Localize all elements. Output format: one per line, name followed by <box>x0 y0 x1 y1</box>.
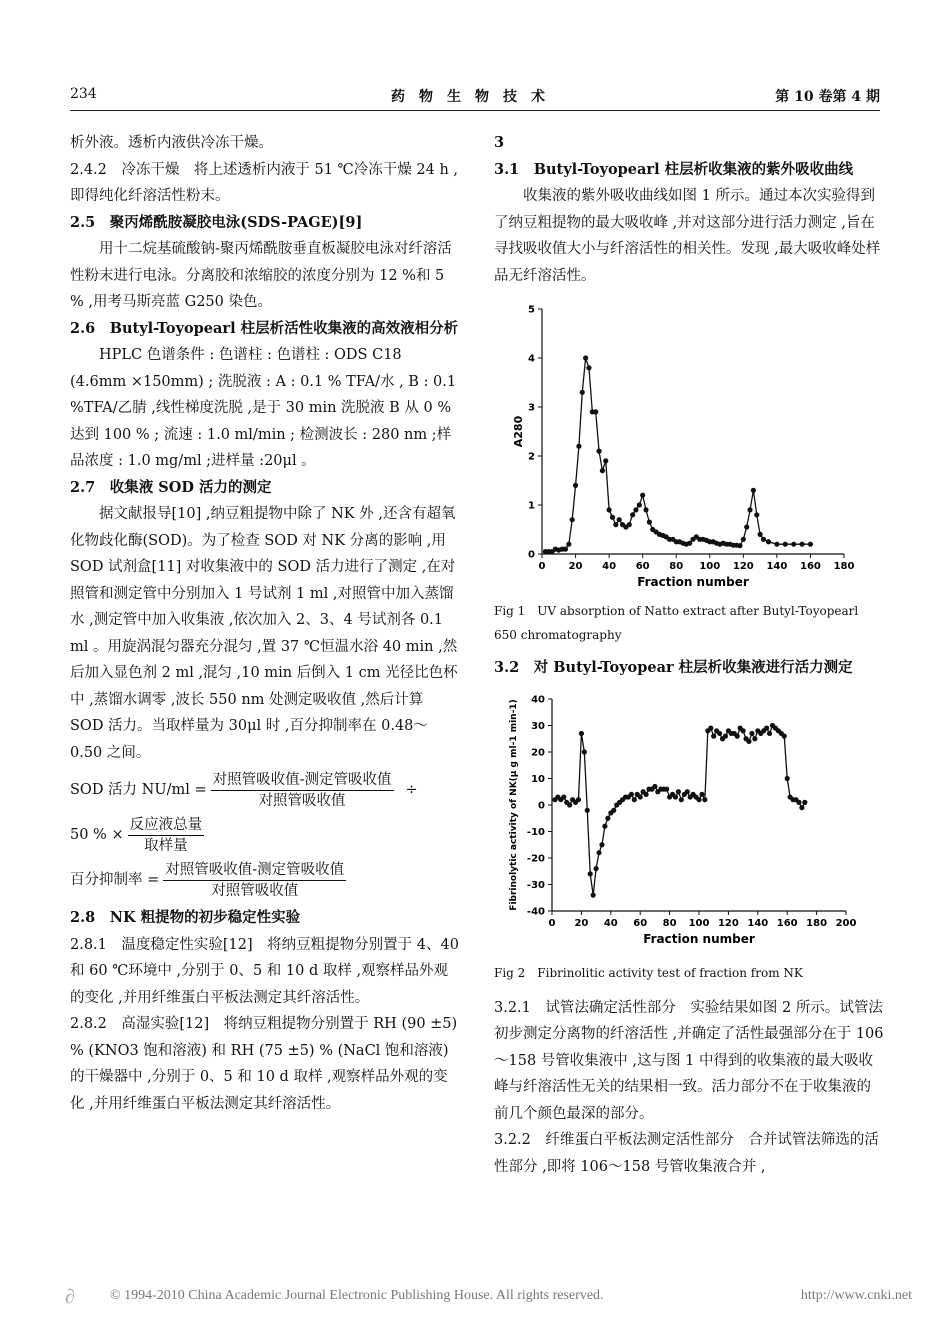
data-point <box>580 390 585 395</box>
data-point <box>611 808 616 813</box>
data-point <box>629 792 634 797</box>
data-point <box>640 493 645 498</box>
paragraph: 3.2.1 试管法确定活性部分 实验结果如图 2 所示。试管法初步测定分离物的纤溶活性 ,并确定了活性最强部分在于 106～158 号管收集液中 ,这与图 1 中得到的收集液的最大吸收峰与纤溶活性无关的结果相一致。活力部分不在于收集液的前几个颜色最深的部分。 <box>494 999 884 1122</box>
inhibition-formula <box>70 860 460 901</box>
left-column <box>70 130 460 1117</box>
paragraph: 3.2.2 纤维蛋白平板法测定活性部分 合并试管法筛选的活性部分 ,即将 106～158 号管收集液合并 , <box>494 1132 879 1175</box>
data-point <box>699 792 704 797</box>
data-point <box>764 726 769 731</box>
paragraph: 2.8 NK 粗提物的初步稳定性实验 <box>70 909 301 926</box>
x-tick-label: 120 <box>732 561 754 572</box>
data-point <box>767 731 772 736</box>
data-point <box>603 458 608 463</box>
data-point <box>723 734 728 739</box>
journal-title: 药物生物技术 <box>391 89 559 105</box>
paragraph: 2.5 聚丙烯酰胺凝胶电泳(SDS-PAGE)[9] <box>70 213 363 231</box>
y-axis-label: A280 <box>512 415 525 448</box>
formula-lhs: 百分抑制率 = <box>70 872 160 889</box>
data-point <box>570 517 575 522</box>
x-tick-label: 80 <box>669 561 684 572</box>
x-tick-label: 40 <box>603 918 618 929</box>
data-point <box>647 520 652 525</box>
data-point <box>633 507 638 512</box>
paragraph: 据文献报导[10] ,纳豆粗提物中除了 NK 外 ,还含有超氧化物歧化酶(SOD)。为了检查 SOD 对 NK 分离的影响 ,用 SOD 试剂盒[11] 对收集液中的 SOD 活力进行了测定 ,在对照管和测定管中分别加入 1 号试剂 1 ml ,对照管中加入蒸馏水 ,测定管中加入收集液 ,依次加入 2、3、4 号试剂各 0.1 ml 。用旋涡混匀器充分混匀 ,置 37 ℃恒温水浴 40 min ,然后加入显色剂 2 ml ,混匀 ,10 min 后倒入 1 cm 光径比色杯中 ,蒸馏水调零 ,波长 550 nm 处测定吸收值 ,然后计算 SOD 活力。当取样量为 30μl 时 ,百分抑制率在 0.48～0.50 之间。 <box>70 506 458 761</box>
data-point <box>782 734 787 739</box>
paragraph: 2.4.2 冷冻干燥 将上述透析内液于 51 ℃冷冻干燥 24 h ,即得纯化纤溶活性粉末。 <box>70 161 459 204</box>
sod-formula-cont <box>70 815 460 856</box>
x-tick-label: 20 <box>574 918 589 929</box>
right-paragraphs <box>494 130 884 289</box>
uv-absorption-chart <box>494 289 884 589</box>
volume-issue: 第 10 卷第 4 期 <box>775 89 880 105</box>
data-point <box>602 824 607 829</box>
data-point <box>643 792 648 797</box>
data-point <box>594 866 599 871</box>
x-tick-label: 60 <box>633 918 648 929</box>
data-point <box>749 731 754 736</box>
y-tick-label: -20 <box>526 853 545 865</box>
header-rule <box>70 110 880 111</box>
data-point <box>582 749 587 754</box>
data-point <box>643 507 648 512</box>
figure-1-caption: Fig 1 UV absorption of Natto extract after Butyl-Toyopearl 650 chromatography <box>494 603 859 642</box>
data-point <box>613 522 618 527</box>
formula-denominator: 对照管吸收值 <box>211 883 299 899</box>
y-tick-label: 40 <box>531 694 545 706</box>
y-tick-label: -40 <box>526 906 545 918</box>
x-tick-label: 100 <box>688 918 710 929</box>
data-point <box>796 800 801 805</box>
data-point <box>696 797 701 802</box>
data-point <box>761 537 766 542</box>
sod-formula <box>70 770 460 811</box>
figure-2 <box>494 681 884 961</box>
y-tick-label: 10 <box>531 774 545 785</box>
data-point <box>747 507 752 512</box>
data-point <box>563 547 568 552</box>
data-point <box>664 787 669 792</box>
y-axis-label: Fibrinolytic activity of NK(μ g ml-1 min-1) <box>509 699 519 911</box>
paragraph: 收集液的紫外吸收曲线如图 1 所示。通过本次实验得到了纳豆粗提物的最大吸收峰 ,并对这部分进行活力测定 ,旨在寻找吸收值大小与纤溶活性的相关性。发现 ,最大吸收峰处样品无纤溶活性。 <box>494 188 881 284</box>
formula-numerator: 对照管吸收值-测定管吸收值 <box>163 860 346 881</box>
figure-1 <box>494 289 884 599</box>
data-point <box>785 776 790 781</box>
paragraph: 3 <box>494 134 505 151</box>
y-tick-label: 20 <box>531 747 545 759</box>
footer-url[interactable]: http://www.cnki.net <box>800 1288 912 1303</box>
data-point <box>711 734 716 739</box>
x-tick-label: 0 <box>538 561 546 572</box>
data-point <box>808 542 813 547</box>
data-point <box>593 409 598 414</box>
formula-numerator: 对照管吸收值-测定管吸收值 <box>211 770 394 791</box>
y-tick-label: 2 <box>528 451 535 463</box>
data-point <box>576 444 581 449</box>
data-point <box>607 507 612 512</box>
formula-denominator: 取样量 <box>144 838 188 854</box>
data-point <box>754 512 759 517</box>
data-point <box>579 731 584 736</box>
x-tick-label: 60 <box>635 561 650 572</box>
y-tick-label: 5 <box>528 304 535 316</box>
x-tick-label: 160 <box>776 918 798 929</box>
paragraph: HPLC 色谱条件 : 色谱柱 : 色谱柱 : ODS C18 (4.6mm ×150mm) ; 洗脱液 : A : 0.1 % TFA/水 , B : 0.1 %TFA/乙腈 ,线性梯度洗脱 ,是于 30 min 洗脱液 B 从 0 %达到 100 % ; 流速 : 1.0 ml/min ; 检测波长 : 280 nm ;样品浓度 : 1.0 mg/ml ;进样量 :20μl 。 <box>70 347 457 469</box>
data-point <box>627 522 632 527</box>
x-tick-label: 180 <box>806 918 828 929</box>
data-point <box>687 541 692 546</box>
footer <box>52 1284 912 1314</box>
data-point <box>566 542 571 547</box>
data-point <box>702 797 707 802</box>
x-tick-label: 0 <box>548 918 556 929</box>
data-point <box>717 731 722 736</box>
section-3-2-heading: 3.2 对 Butyl-Toyopear 柱层析收集液进行活力测定 <box>494 658 853 676</box>
y-tick-label: 30 <box>531 721 545 732</box>
copyright-text: © 1994-2010 China Academic Journal Electronic Publishing House. All rights reserved. <box>110 1288 604 1303</box>
formula-fraction <box>128 815 205 856</box>
data-point <box>799 542 804 547</box>
x-tick-label: 40 <box>602 561 617 572</box>
y-tick-label: 4 <box>528 353 535 365</box>
x-tick-label: 180 <box>833 561 855 572</box>
data-point <box>586 365 591 370</box>
data-point <box>673 794 678 799</box>
data-point <box>676 789 681 794</box>
data-point <box>802 800 807 805</box>
left-paragraphs <box>70 130 460 766</box>
data-point <box>752 736 757 741</box>
formula-lhs: 50 % × <box>70 827 124 844</box>
y-tick-label: 3 <box>528 402 535 414</box>
cnki-logo-icon: ∂ <box>65 1286 75 1308</box>
data-point <box>599 842 604 847</box>
data-point <box>758 532 763 537</box>
y-tick-label: 0 <box>538 800 545 812</box>
x-axis-label: Fraction number <box>643 932 755 946</box>
data-point <box>605 816 610 821</box>
data-point <box>596 850 601 855</box>
y-tick-label: -10 <box>526 827 545 838</box>
formula-numerator: 反应液总量 <box>128 815 205 836</box>
left-paragraphs-2 <box>70 905 460 1117</box>
x-tick-label: 80 <box>662 918 677 929</box>
x-tick-label: 200 <box>835 918 857 929</box>
data-point <box>610 515 615 520</box>
data-point <box>741 728 746 733</box>
y-tick-label: 0 <box>528 549 535 561</box>
data-point <box>588 871 593 876</box>
x-tick-label: 100 <box>699 561 721 572</box>
data-point <box>783 542 788 547</box>
series-line <box>545 358 810 552</box>
x-tick-label: 140 <box>747 918 769 929</box>
series-line <box>555 726 805 896</box>
data-point <box>600 468 605 473</box>
paragraph: 析外液。透析内液供冷冻干燥。 <box>70 135 273 151</box>
fibrinolytic-activity-chart <box>494 681 884 951</box>
paragraph: 2.8.2 高湿实验[12] 将纳豆粗提物分别置于 RH (90 ±5) % (KNO3 饱和溶液) 和 RH (75 ±5) % (NaCl 饱和溶液) 的干燥器中 ,分别于 0、5 和 10 d 取样 ,观察样品外观的变化 ,并用纤维蛋白平板法测定其纤溶活性。 <box>70 1016 458 1112</box>
formula-fraction <box>211 770 394 811</box>
data-point <box>744 524 749 529</box>
paragraph: 3.1 Butyl-Toyopearl 柱层析收集液的紫外吸收曲线 <box>494 160 854 178</box>
data-point <box>617 517 622 522</box>
x-tick-label: 20 <box>568 561 583 572</box>
data-point <box>708 726 713 731</box>
data-point <box>637 502 642 507</box>
data-point <box>791 542 796 547</box>
data-point <box>737 543 742 548</box>
paragraph: 2.8.1 温度稳定性实验[12] 将纳豆粗提物分别置于 4、40 和 60 ℃环境中 ,分别于 0、5 和 10 d 取样 ,观察样品外观的变化 ,并用纤维蛋白平板法测定其纤溶活性。 <box>70 936 459 1006</box>
data-point <box>591 893 596 898</box>
data-point <box>735 734 740 739</box>
page-number: 234 <box>70 86 97 102</box>
formula-denominator: 对照管吸收值 <box>258 793 346 809</box>
data-point <box>774 542 779 547</box>
y-tick-label: -30 <box>526 880 545 891</box>
data-point <box>685 789 690 794</box>
data-point <box>799 805 804 810</box>
data-point <box>746 739 751 744</box>
paragraph: 2.7 收集液 SOD 活力的测定 <box>70 478 272 496</box>
formula-fraction <box>163 860 346 901</box>
data-point <box>576 797 581 802</box>
data-point <box>741 537 746 542</box>
data-point <box>583 355 588 360</box>
paragraph: 用十二烷基硫酸钠-聚丙烯酰胺垂直板凝胶电泳对纤溶活性粉末进行电泳。分离胶和浓缩胶的浓度分别为 12 %和 5 % ,用考马斯亮蓝 G250 染色。 <box>70 241 452 310</box>
data-point <box>638 794 643 799</box>
paragraph: 2.6 Butyl-Toyopearl 柱层析活性收集液的高效液相分析 <box>70 319 459 337</box>
data-point <box>573 483 578 488</box>
data-point <box>679 797 684 802</box>
x-tick-label: 160 <box>800 561 821 572</box>
x-tick-label: 140 <box>766 561 788 572</box>
x-axis-label: Fraction number <box>637 575 749 589</box>
data-point <box>751 488 756 493</box>
data-point <box>632 797 637 802</box>
formula-lhs: SOD 活力 NU/ml = <box>70 782 207 799</box>
figure-2-caption: Fig 2 Fibrinolitic activity test of fraction from NK <box>494 965 803 980</box>
data-point <box>652 784 657 789</box>
data-point <box>567 802 572 807</box>
data-point <box>585 808 590 813</box>
y-tick-label: 1 <box>528 500 535 512</box>
x-tick-label: 120 <box>717 918 739 929</box>
data-point <box>561 794 566 799</box>
running-header <box>70 86 880 108</box>
data-point <box>766 539 771 544</box>
data-point <box>630 512 635 517</box>
right-paragraphs-2 <box>494 995 884 1181</box>
right-column <box>494 130 884 1180</box>
formula-divide: ÷ <box>405 782 418 799</box>
data-point <box>596 449 601 454</box>
